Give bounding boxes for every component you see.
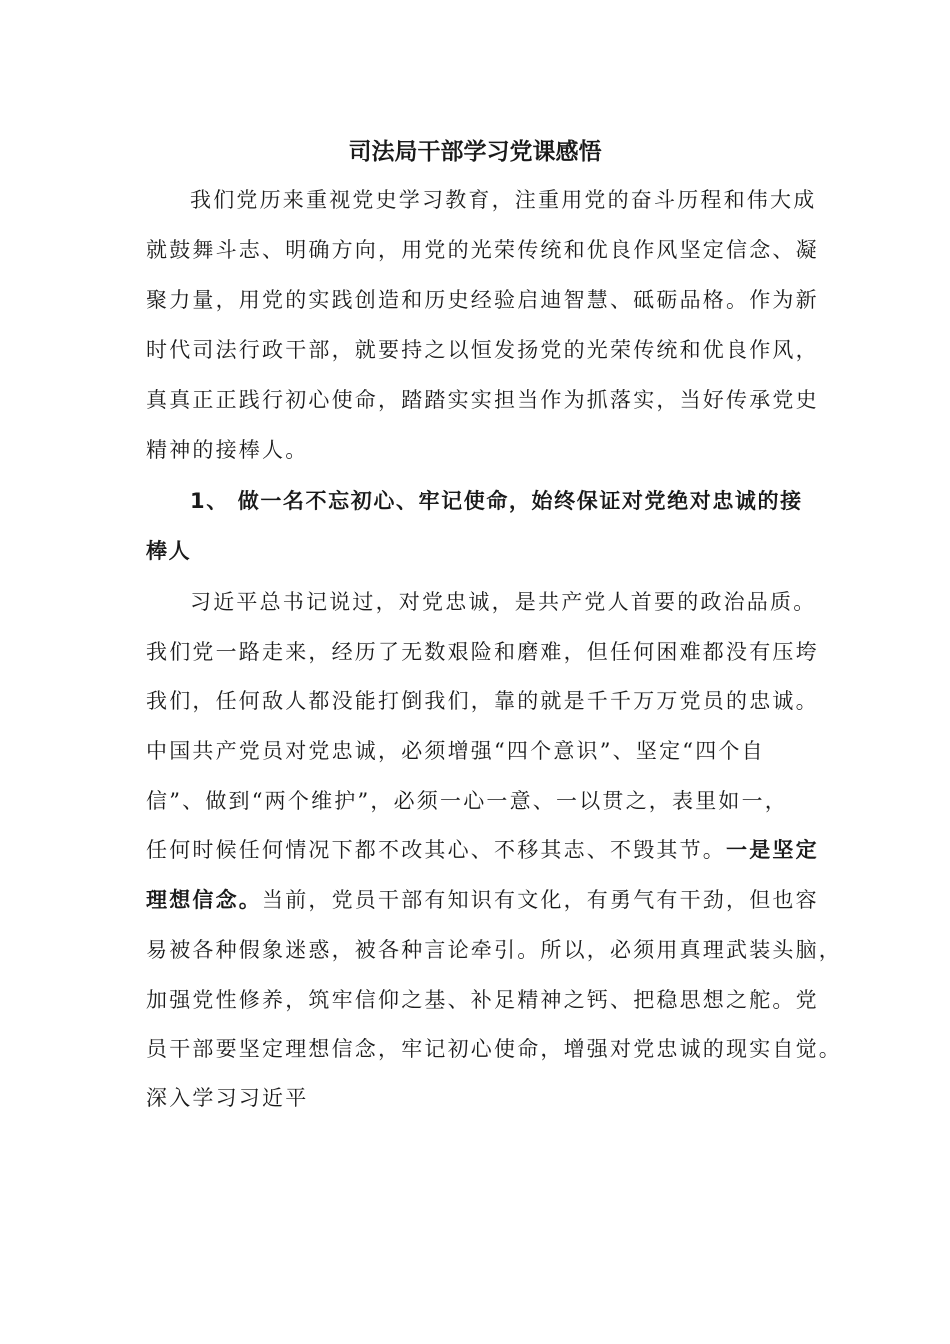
section-heading: 1、 做一名不忘初心、牢记使命，始终保证对党绝对忠诚的接 (190, 489, 803, 513)
paragraph-line: 我们，任何敌人都没能打倒我们，靠的就是千千万万党员的忠诚。 (146, 689, 819, 713)
paragraph-line: 易被各种假象迷惑，被各种言论牵引。所以，必须用真理武装头脑， (146, 938, 842, 962)
emphasis-text: 理想信念。 (146, 888, 262, 912)
paragraph-line: 深入学习习近平 (146, 1086, 309, 1110)
normal-text: 任何时候任何情况下都不改其心、不移其志、不毁其节。 (146, 838, 726, 862)
paragraph-line: 就鼓舞斗志、明确方向，用党的光荣传统和优良作风坚定信念、凝 (146, 238, 819, 262)
paragraph-line: 聚力量，用党的实践创造和历史经验启迪智慧、砥砺品格。作为新 (146, 288, 819, 312)
paragraph-line: 精神的接棒人。 (146, 438, 309, 462)
paragraph-line-mixed (146, 835, 819, 865)
section-heading-continued: 棒人 (146, 539, 192, 563)
document-title: 司法局干部学习党课感悟 (348, 139, 602, 165)
paragraph-line: 习近平总书记说过，对党忠诚，是共产党人首要的政治品质。 (190, 590, 817, 614)
paragraph-line: 时代司法行政干部，就要持之以恒发扬党的光荣传统和优良作风， (146, 338, 819, 362)
paragraph-line: 加强党性修养，筑牢信仰之基、补足精神之钙、把稳思想之舵。党 (146, 988, 819, 1012)
paragraph-line: 信”、做到“两个维护”，必须一心一意、一以贯之，表里如一， (146, 789, 789, 813)
paragraph-line: 我们党一路走来，经历了无数艰险和磨难，但任何困难都没有压垮 (146, 640, 819, 664)
paragraph-line: 中国共产党员对党忠诚，必须增强“四个意识”、坚定“四个自 (146, 739, 765, 763)
paragraph-line: 真真正正践行初心使命，踏踏实实担当作为抓落实，当好传承党史 (146, 388, 819, 412)
paragraph-line: 员干部要坚定理想信念，牢记初心使命，增强对党忠诚的现实自觉。 (146, 1037, 842, 1061)
emphasis-text: 一是坚定 (726, 838, 819, 862)
normal-text: 当前，党员干部有知识有文化，有勇气有干劲，但也容 (262, 888, 819, 912)
paragraph-line: 我们党历来重视党史学习教育，注重用党的奋斗历程和伟大成 (190, 188, 817, 212)
paragraph-line-mixed (146, 885, 819, 915)
